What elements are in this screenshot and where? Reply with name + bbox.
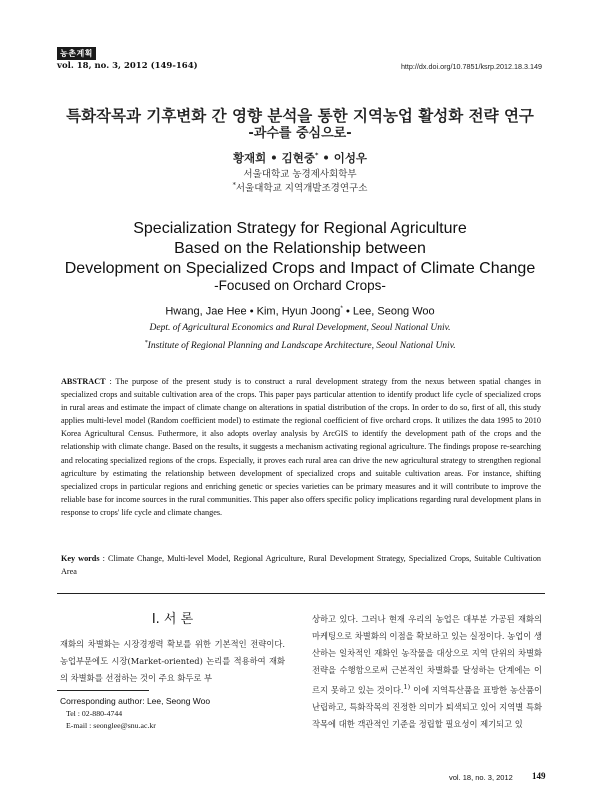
korean-affiliation-1: 서울대학교 농경제사회학부 [243, 169, 357, 180]
page-number: 149 [532, 771, 546, 781]
author-separator: • [246, 305, 257, 318]
english-author-2: Kim, Hyun Joong [256, 305, 341, 318]
korean-author-3: 이성우 [333, 151, 368, 165]
abstract-label: ABSTRACT [61, 377, 106, 386]
english-title-line-3: Development on Specialized Crops and Impact of Climate Change [64, 260, 536, 277]
keywords-text: : Climate Change, Multi-level Model, Regional Agriculture, Rural Development Strategy, Specialized Crops, Suitable Cultivation Area [61, 554, 542, 577]
english-affiliation-2 [40, 339, 560, 351]
section-heading: Ⅰ. 서 론 [151, 612, 194, 627]
english-author-1: Hwang, Jae Hee [165, 305, 247, 318]
body-right-text: 상하고 있다. 그러나 현재 우리의 농업은 대부분 가공된 재화의 마케팅으로 차별화의 이점을 확보하고 있는 실정이다. 농업이 생산하는 일차적인 재화인 농작물을 대상으로 지역 단위의 차별화 전략을 수행함으로써 근본적인 차별화를 달성하는 단계에는 이르지 못하고 있는 것이다. [312, 614, 542, 695]
footer-volume: vol. 18, no. 3, 2012 [449, 773, 513, 782]
corresponding-tel: Tel : 02-880-4744 [66, 709, 123, 718]
english-author-3: Lee, Seong Woo [352, 305, 435, 318]
korean-affiliation-2 [40, 180, 560, 194]
korean-authors [40, 150, 560, 166]
author-separator: • [266, 151, 282, 165]
corresponding-author: Corresponding author: Lee, Seong Woo [60, 696, 211, 706]
footnote-mark: 1) [403, 683, 411, 691]
english-title-line-2: Based on the Relationship between [174, 240, 426, 257]
corresponding-email[interactable]: E-mail : seonglee@snu.ac.kr [66, 721, 156, 730]
section-divider [57, 593, 545, 594]
english-affiliation-2-text: Institute of Regional Planning and Landscape Architecture, Seoul National Univ. [147, 341, 456, 352]
korean-author-1: 황재희 [232, 151, 267, 165]
author-separator: • [342, 305, 353, 318]
english-affiliation-1: Dept. of Agricultural Economics and Rural Development, Seoul National Univ. [149, 323, 451, 333]
korean-affiliation-2-text: 서울대학교 지역개발조경연구소 [235, 183, 368, 194]
journal-badge: 농촌계획 [57, 47, 96, 60]
korean-subtitle: -과수를 중심으로- [248, 126, 352, 141]
affiliation-mark: * [232, 180, 236, 189]
english-title [40, 219, 560, 279]
abstract [61, 375, 541, 519]
doi-link[interactable]: http://dx.doi.org/10.7851/ksrp.2012.18.3.149 [400, 62, 542, 71]
english-authors [40, 305, 560, 318]
author-mark: * [314, 151, 319, 160]
author-separator: • [318, 151, 334, 165]
body-right-text-2: 이에 지역특산품을 표방한 농산품이 난립하고, 특화작목의 진정한 의미가 퇴색되고 있어 지역별 특화작목에 대한 객관적인 기준을 정립할 필요성이 제기되고 있 [312, 684, 542, 729]
english-title-line-1: Specialization Strategy for Regional Agriculture [133, 220, 467, 237]
keywords-label: Key words [61, 554, 100, 563]
korean-title: 특화작목과 기후변화 간 영향 분석을 통한 지역농업 활성화 전략 연구 [66, 107, 534, 125]
english-subtitle: -Focused on Orchard Crops- [214, 278, 386, 293]
abstract-text: : The purpose of the present study is to construct a rural development strategy from the nexus between spatial changes in specialized crops and suitable cultivation area of the crops. This paper pays particular attention to identify product life cycle of specialized crops in rural areas and estimate the impact of climate change on alterations in spatial distribution of the crops. In order to do so, first of all, this study applies multi-level model (Random coefficient model) to estimate the regional coefficient of five orchard crops. It utilizes the data 1995 to 2010 Korea Agricultural Census. Futhermore, it also adopts overlay analysis by ArcGIS to identify the development path of the crops and the relationship with climate change. Based on the results, it suggests a mechanism activating regional agriculture. The findings propose re-searching and relocating specialized regions of the crops. Especially, it proves each rural area can drive the new agricultural strategy to strengthen regional agriculture by estimating the relationship between development of specialized crops and suitable cultivation areas. For instance, shifting specialized crops in particular regions and enriching genetic or species varieties can be primary measures and it will contribute to improve the reliable base for income sources in the rural communities. This paper also offers specific policy implications regarding rural development plans in response to crops' life cycle and climate changes. [61, 377, 542, 517]
footnote-rule [57, 690, 149, 691]
keywords [61, 552, 541, 578]
author-mark: * [340, 305, 343, 312]
body-left-column: 재화의 차별화는 시장경쟁력 확보를 위한 기본적인 전략이다. 농업부문에도 시장(Market-oriented) 논리를 적용하여 재화의 차별화를 선점하는 것이 주요 화두로 부 [60, 639, 285, 683]
volume-info: vol. 18, no. 3, 2012 (149-164) [57, 61, 198, 71]
body-right-column [312, 611, 542, 733]
korean-author-2: 김현중 [281, 151, 315, 165]
affiliation-mark: * [144, 339, 148, 346]
